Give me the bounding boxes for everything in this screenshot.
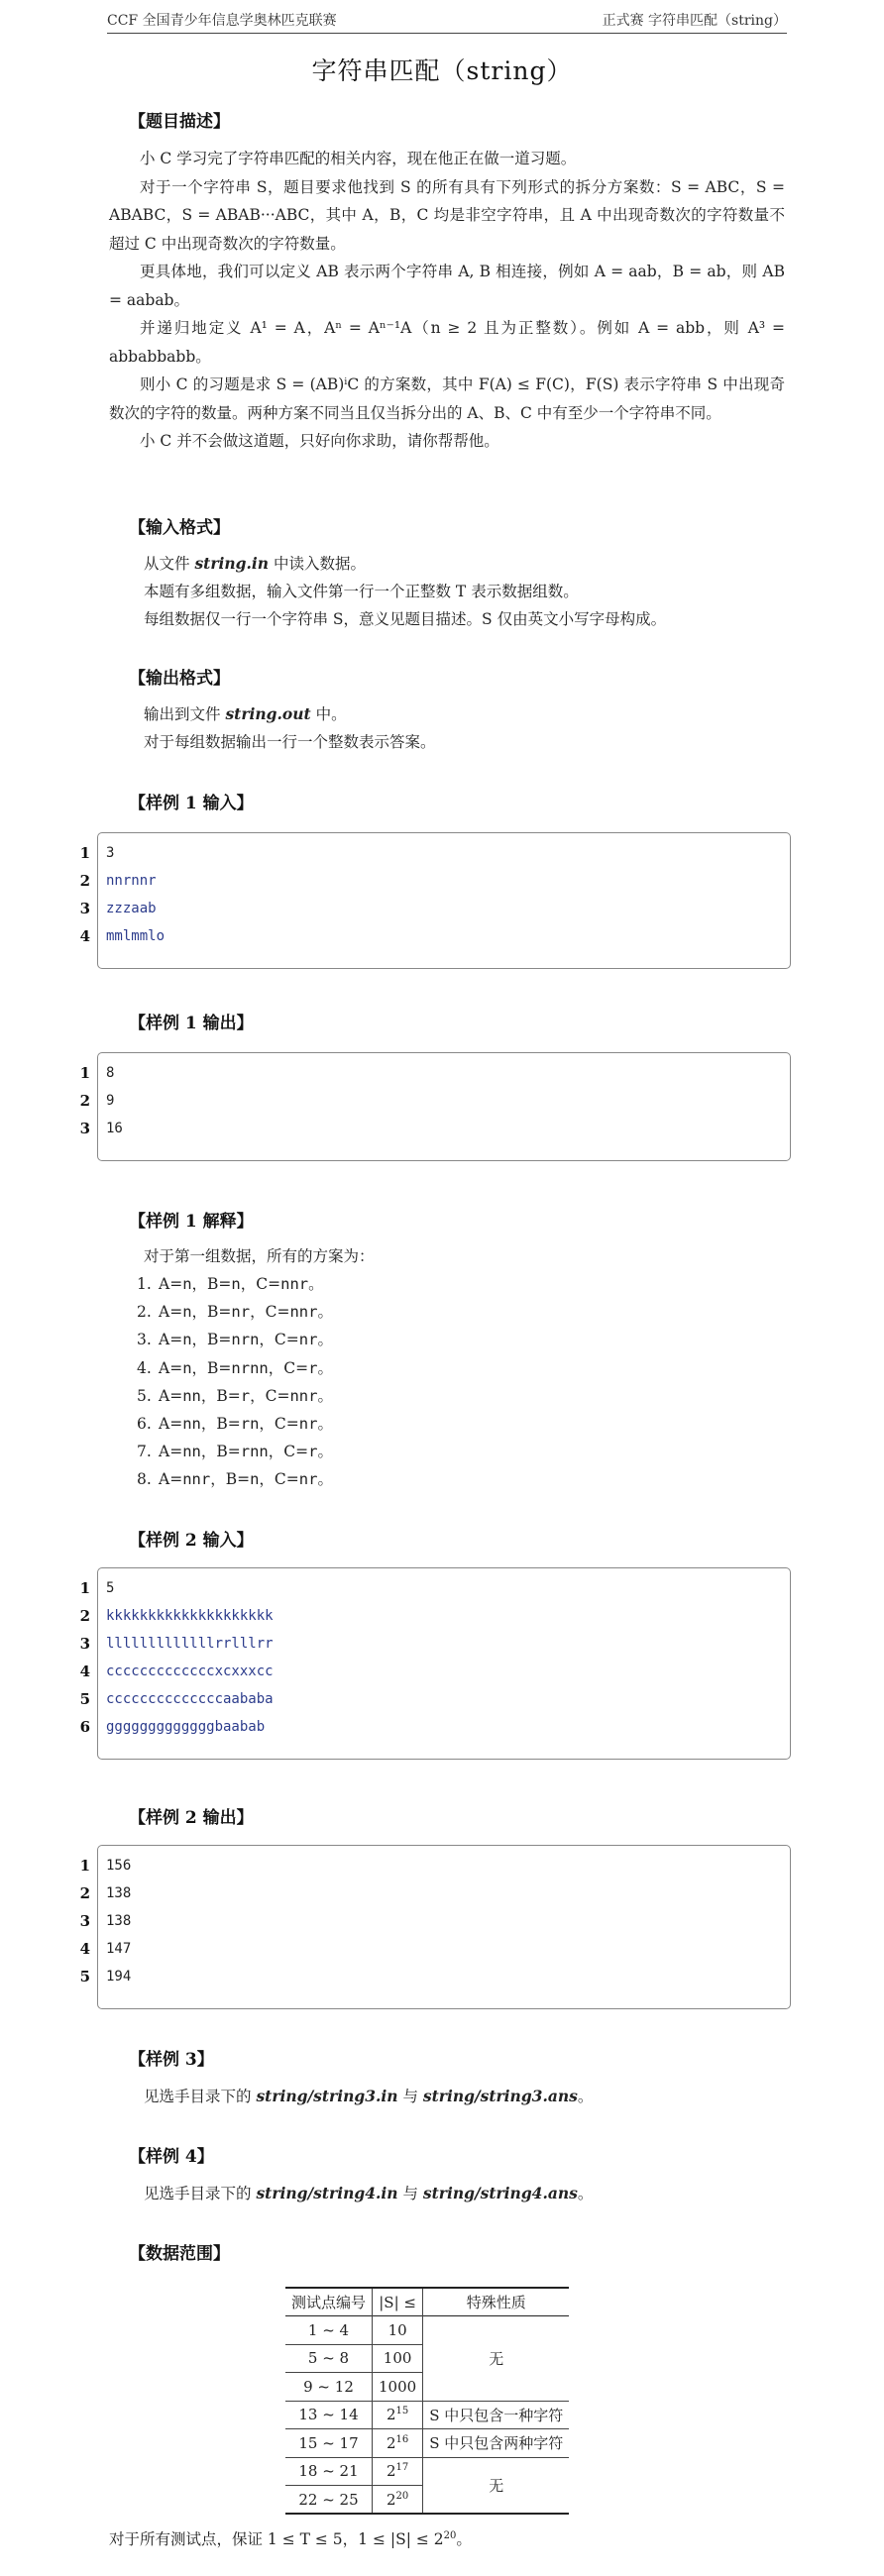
header-right: 正式赛 字符串匹配（string） — [602, 13, 787, 29]
code-line: 5 — [106, 1580, 115, 1596]
section-heading-sample1-explanation: 【样例 1 解释】 — [129, 1212, 254, 1232]
explanation-intro: 对于第一组数据，所有的方案为： — [144, 1247, 375, 1265]
header-left: CCF 全国青少年信息学奥林匹克联赛 — [107, 13, 337, 29]
code-line: 156 — [106, 1858, 132, 1874]
code-line: ccccccccccccccaababa — [106, 1691, 274, 1707]
output-filename: string.out — [225, 704, 311, 723]
input-line: 从文件 string.in 中读入数据。 — [144, 554, 366, 573]
sample3-file-in: string/string3.in — [256, 2087, 398, 2105]
table-header: |S| ≤ — [373, 2288, 423, 2316]
section-heading-description: 【题目描述】 — [129, 112, 230, 132]
property-cell: 无 — [489, 2349, 504, 2368]
property-cell: S 中只包含一种字符 — [423, 2401, 570, 2429]
page-title: 字符串匹配（string） — [311, 56, 573, 85]
code-line: 147 — [106, 1941, 132, 1957]
code-line: 138 — [106, 1885, 132, 1901]
section-heading-sample2-input: 【样例 2 输入】 — [129, 1531, 254, 1551]
description-paragraph: 并递归地定义 A¹ = A，Aⁿ = Aⁿ⁻¹A（n ≥ 2 且为正整数）。例如 A = abb，则 A³ = abbabbabb。 — [109, 319, 785, 366]
sample1-input-box: 1 3 2 nnrnnr 3 zzzaab 4 mmlmmlo — [97, 832, 791, 969]
input-filename: string.in — [194, 554, 270, 573]
data-range-table — [285, 2287, 569, 2515]
section-heading-output: 【输出格式】 — [129, 669, 230, 689]
explanation-item: 6. A=nn，B=rn，C=nr。 — [137, 1414, 333, 1433]
description-paragraph: 更具体地，我们可以定义 AB 表示两个字符串 A, B 相连接，例如 A = aab，B = ab，则 AB = aabab。 — [109, 263, 785, 309]
code-line: 8 — [106, 1065, 115, 1081]
table-header: 特殊性质 — [466, 2294, 526, 2311]
section-heading-sample1-output: 【样例 1 输出】 — [129, 1014, 254, 1033]
table-row: 9 ~ 12 1000 — [285, 2373, 569, 2402]
description-paragraph: 则小 C 的习题是求 S = (AB)ⁱC 的方案数，其中 F(A) ≤ F(C)，F(S) 表示字符串 S 中出现奇数次的字符的数量。两种方案不同当且仅当拆分出的 A、B、C 中有至少一个字符串不同。 — [109, 376, 785, 422]
table-row: 1 ~ 4 10 无 — [285, 2316, 569, 2345]
code-line: 16 — [106, 1121, 123, 1136]
sample2-output-box: 1 156 2 138 3 138 4 147 5 194 — [97, 1845, 791, 2009]
code-line: zzzaab — [106, 901, 157, 916]
code-line: 9 — [106, 1093, 115, 1109]
code-line: 3 — [106, 845, 115, 861]
property-cell: S 中只包含两种字符 — [423, 2429, 570, 2458]
page-header — [107, 12, 787, 34]
input-line: 本题有多组数据，输入文件第一行一个正整数 T 表示数据组数。 — [144, 583, 579, 600]
section-heading-data-range: 【数据范围】 — [129, 2244, 230, 2264]
code-line: gggggggggggggbaabab — [106, 1719, 266, 1735]
section-heading-sample2-output: 【样例 2 输出】 — [129, 1808, 254, 1828]
sample2-input-box: 1 5 2 kkkkkkkkkkkkkkkkkkkk 3 lllllllllllllrrlllrr 4 cccccccccccccxcxxxcc 5 ccccccccccccccaababa 6 gggggggggggggbaabab — [97, 1567, 791, 1760]
table-header: 测试点编号 — [285, 2288, 373, 2316]
explanation-item: 8. A=nnr，B=n，C=nr。 — [137, 1470, 333, 1489]
table-row: 18 ~ 21 $2^{17}$ 无 — [285, 2457, 569, 2486]
explanation-list — [137, 1270, 333, 1494]
explanation-item: 7. A=nn，B=rnn，C=r。 — [137, 1443, 333, 1461]
description-body — [109, 145, 785, 456]
output-line: 对于每组数据输出一行一个整数表示答案。 — [144, 733, 436, 751]
sample4-text: 见选手目录下的 string/string4.in 与 string/string4.ans。 — [144, 2184, 594, 2202]
input-line: 每组数据仅一行一个字符串 S，意义见题目描述。S 仅由英文小写字母构成。 — [144, 610, 667, 628]
table-row: 15 ~ 17 $2^{16}$ S 中只包含两种字符 — [285, 2429, 569, 2458]
property-cell: 无 — [423, 2457, 570, 2514]
explanation-item: 1. A=n，B=n，C=nnr。 — [137, 1275, 324, 1293]
description-paragraph: 小 C 学习完了字符串匹配的相关内容，现在他正在做一道习题。 — [140, 150, 577, 167]
section-heading-sample3: 【样例 3】 — [129, 2050, 214, 2070]
explanation-item: 4. A=n，B=nrnn，C=r。 — [137, 1358, 333, 1377]
output-line: 输出到文件 string.out 中。 — [144, 704, 347, 723]
table-row: 13 ~ 14 $2^{15}$ S 中只包含一种字符 — [285, 2401, 569, 2429]
code-line: mmlmmlo — [106, 928, 166, 944]
constraints-footer: 对于所有测试点，保证 1 ≤ T ≤ 5，$1 \le |S| \le 2^{20}$。 — [109, 2530, 472, 2549]
sample3-text: 见选手目录下的 string/string3.in 与 string/string3.ans。 — [144, 2087, 594, 2105]
explanation-item: 3. A=n，B=nrn，C=nr。 — [137, 1331, 333, 1349]
code-line: nnrnnr — [106, 873, 157, 889]
sample1-output-box: 1 8 2 9 3 16 — [97, 1052, 791, 1161]
code-line: 194 — [106, 1969, 132, 1985]
section-heading-input: 【输入格式】 — [129, 518, 230, 538]
description-paragraph: 小 C 并不会做这道题，只好向你求助，请你帮帮他。 — [140, 432, 499, 450]
sample4-file-ans: string/string4.ans — [422, 2184, 578, 2202]
table-row: 5 ~ 8 100 — [285, 2344, 569, 2373]
explanation-item: 2. A=n，B=nr，C=nnr。 — [137, 1303, 333, 1322]
explanation-item: 5. A=nn，B=r，C=nnr。 — [137, 1386, 333, 1405]
code-line: lllllllllllllrrlllrr — [106, 1636, 274, 1652]
code-line: kkkkkkkkkkkkkkkkkkkk — [106, 1608, 274, 1624]
sample3-file-ans: string/string3.ans — [422, 2087, 578, 2105]
section-heading-sample4: 【样例 4】 — [129, 2147, 214, 2167]
section-heading-sample1-input: 【样例 1 输入】 — [129, 794, 254, 813]
table-row: 22 ~ 25 $2^{20}$ — [285, 2486, 569, 2515]
description-paragraph: 对于一个字符串 S，题目要求他找到 S 的所有具有下列形式的拆分方案数：S = ABC，S = ABABC，S = ABAB···ABC，其中 A，B，C 均是非空字符串，且 A 中出现奇数次的字符数量不超过 C 中出现奇数次的字符数量。 — [109, 177, 785, 253]
code-line: cccccccccccccxcxxxcc — [106, 1664, 274, 1679]
sample4-file-in: string/string4.in — [256, 2184, 398, 2202]
code-line: 138 — [106, 1913, 132, 1929]
